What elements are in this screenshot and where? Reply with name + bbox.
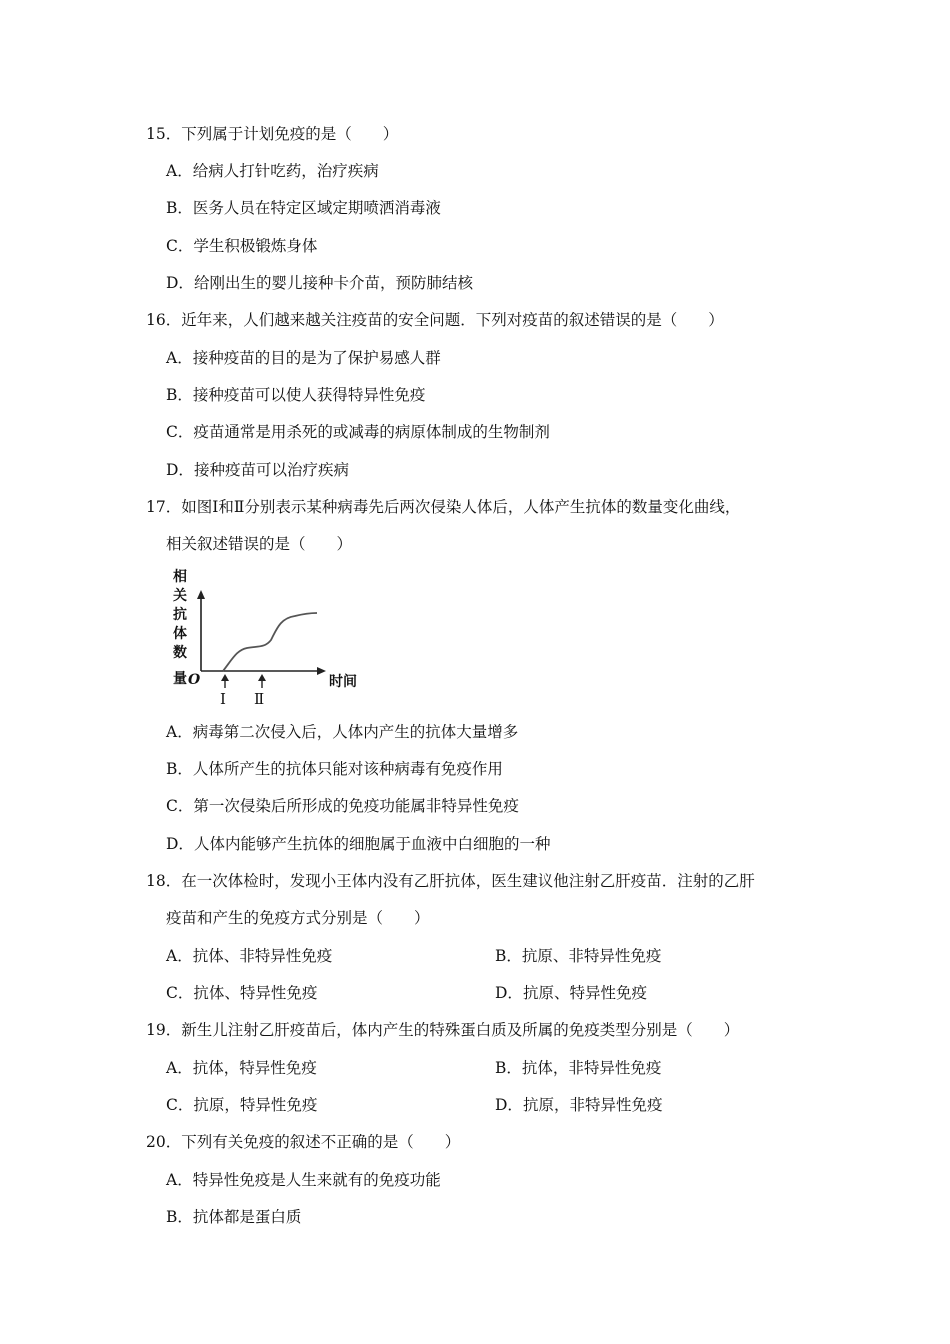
- x-axis-arrow-icon: [317, 667, 326, 675]
- y-axis-label-char: 数: [173, 645, 187, 661]
- question-19-option-a: A．抗体，特异性免疫: [166, 1059, 317, 1077]
- first-infection-marker-label: Ⅰ: [220, 690, 226, 708]
- question-19-option-c: C．抗原，特异性免疫: [166, 1096, 318, 1114]
- question-15-stem: 15．下列属于计划免疫的是（ ）: [146, 125, 399, 143]
- antibody-curve: [223, 613, 317, 671]
- x-axis-label: 时间: [329, 674, 357, 690]
- question-19-option-d: D．抗原，非特异性免疫: [495, 1096, 663, 1114]
- question-18-option-a: A．抗体、非特异性免疫: [166, 947, 333, 965]
- question-17-option-a: A．病毒第二次侵入后，人体内产生的抗体大量增多: [166, 723, 519, 741]
- question-17-option-c: C．第一次侵染后所形成的免疫功能属非特异性免疫: [166, 797, 519, 815]
- y-axis-label-char: 量: [173, 671, 187, 687]
- question-16-option-a: A．接种疫苗的目的是为了保护易感人群: [166, 349, 441, 367]
- question-19-option-b: B．抗体，非特异性免疫: [495, 1059, 662, 1077]
- question-18-option-d: D．抗原、特异性免疫: [495, 984, 647, 1002]
- first-infection-arrow-icon: [221, 674, 229, 681]
- question-20-stem: 20．下列有关免疫的叙述不正确的是（ ）: [146, 1133, 461, 1151]
- y-axis-arrow-icon: [197, 590, 205, 599]
- question-17-option-b: B．人体所产生的抗体只能对该种病毒有免疫作用: [166, 760, 503, 778]
- question-18-option-b: B．抗原、非特异性免疫: [495, 947, 662, 965]
- y-axis-label-char: 关: [173, 588, 187, 604]
- question-20-option-b: B．抗体都是蛋白质: [166, 1208, 302, 1226]
- question-16-option-c: C．疫苗通常是用杀死的或减毒的病原体制成的生物制剂: [166, 423, 550, 441]
- origin-label: O: [188, 672, 201, 688]
- y-axis-label-char: 抗: [173, 607, 187, 623]
- second-infection-arrow-icon: [258, 674, 266, 681]
- question-16-option-d: D．接种疫苗可以治疗疾病: [166, 461, 349, 479]
- question-18-option-c: C．抗体、特异性免疫: [166, 984, 318, 1002]
- y-axis-label-char: 相: [173, 569, 187, 585]
- question-15-option-d: D．给刚出生的婴儿接种卡介苗，预防肺结核: [166, 274, 473, 292]
- question-20-option-a: A．特异性免疫是人生来就有的免疫功能: [166, 1171, 441, 1189]
- question-17-stem: 17．如图Ⅰ和Ⅱ分别表示某种病毒先后两次侵染人体后，人体产生抗体的数量变化曲线，: [146, 498, 741, 516]
- question-19-stem: 19．新生儿注射乙肝疫苗后，体内产生的特殊蛋白质及所属的免疫类型分别是（ ）: [146, 1021, 740, 1039]
- question-17-option-d: D．人体内能够产生抗体的细胞属于血液中白细胞的一种: [166, 835, 551, 853]
- question-17-stem-continued: 相关叙述错误的是（ ）: [166, 535, 353, 553]
- second-infection-marker-label: Ⅱ: [254, 690, 265, 708]
- antibody-curve-figure: [163, 568, 368, 708]
- question-16-stem: 16．近年来，人们越来越关注疫苗的安全问题．下列对疫苗的叙述错误的是（ ）: [146, 311, 724, 329]
- y-axis-label-char: 体: [173, 626, 187, 642]
- question-15-option-a: A．给病人打针吃药，治疗疾病: [166, 162, 379, 180]
- question-16-option-b: B．接种疫苗可以使人获得特异性免疫: [166, 386, 426, 404]
- question-15-option-b: B．医务人员在特定区域定期喷洒消毒液: [166, 199, 441, 217]
- question-15-option-c: C．学生积极锻炼身体: [166, 237, 318, 255]
- question-18-stem-continued: 疫苗和产生的免疫方式分别是（ ）: [166, 909, 430, 927]
- question-18-stem: 18．在一次体检时，发现小王体内没有乙肝抗体，医生建议他注射乙肝疫苗．注射的乙肝: [146, 872, 755, 890]
